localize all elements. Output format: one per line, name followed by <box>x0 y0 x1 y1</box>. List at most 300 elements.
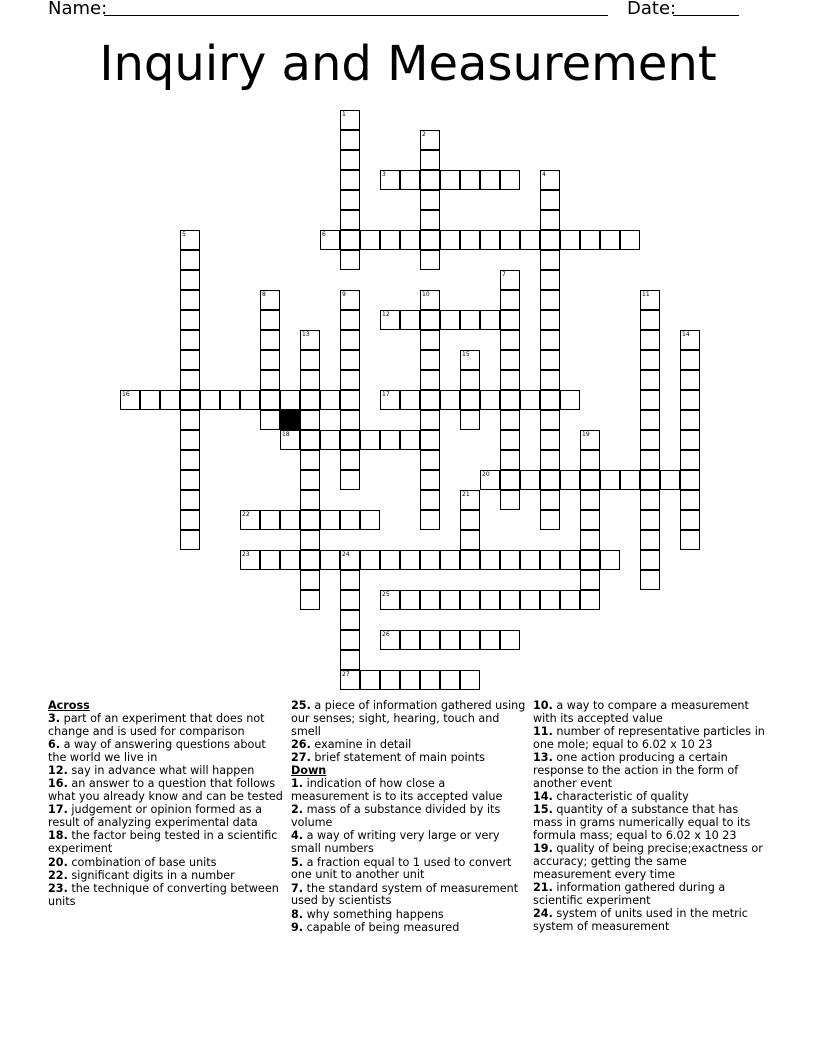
grid-cell[interactable] <box>540 190 560 210</box>
grid-cell[interactable] <box>580 590 600 610</box>
grid-cell[interactable] <box>340 510 360 530</box>
grid-cell[interactable] <box>540 470 560 490</box>
grid-cell[interactable] <box>480 550 500 570</box>
clue-number: 19. <box>533 842 553 856</box>
clue-text: significant digits in a number <box>67 868 235 882</box>
grid-cell[interactable] <box>420 510 440 530</box>
grid-cell[interactable] <box>420 370 440 390</box>
grid-cell[interactable] <box>400 670 420 690</box>
grid-cell[interactable] <box>480 470 500 490</box>
grid-cell[interactable] <box>260 390 280 410</box>
grid-cell[interactable] <box>540 250 560 270</box>
grid-cell[interactable] <box>580 510 600 530</box>
grid-cell[interactable] <box>340 230 360 250</box>
grid-cell[interactable] <box>140 390 160 410</box>
grid-cell[interactable] <box>400 630 420 650</box>
grid-cell[interactable] <box>680 490 700 510</box>
clue-text: system of units used in the metric system of measurement <box>533 907 748 934</box>
clue-number: 11 <box>642 291 650 298</box>
grid-cell[interactable] <box>540 490 560 510</box>
grid-cell[interactable] <box>480 310 500 330</box>
grid-cell[interactable] <box>500 450 520 470</box>
grid-cell[interactable] <box>340 370 360 390</box>
grid-cell[interactable] <box>480 390 500 410</box>
grid-cell[interactable] <box>360 550 380 570</box>
grid-cell[interactable] <box>260 310 280 330</box>
grid-cell[interactable] <box>680 390 700 410</box>
grid-cell[interactable] <box>620 230 640 250</box>
grid-cell[interactable] <box>440 230 460 250</box>
grid-cell[interactable] <box>640 330 660 350</box>
grid-cell[interactable] <box>440 590 460 610</box>
grid-cell[interactable] <box>200 390 220 410</box>
grid-cell[interactable] <box>600 230 620 250</box>
clue-number: 5. <box>291 855 304 869</box>
grid-cell[interactable] <box>180 290 200 310</box>
grid-cell[interactable] <box>260 330 280 350</box>
grid-cell[interactable] <box>640 510 660 530</box>
grid-cell[interactable] <box>640 490 660 510</box>
grid-cell[interactable] <box>340 310 360 330</box>
grid-cell[interactable] <box>180 270 200 290</box>
grid-cell[interactable] <box>420 150 440 170</box>
clue-number: 1. <box>291 777 304 791</box>
grid-cell[interactable] <box>340 150 360 170</box>
grid-cell[interactable] <box>560 230 580 250</box>
grid-cell[interactable] <box>380 310 400 330</box>
grid-cell[interactable] <box>420 350 440 370</box>
clue <box>291 804 526 830</box>
grid-cell[interactable] <box>680 530 700 550</box>
clue-number: 2 <box>422 131 426 138</box>
grid-cell[interactable] <box>660 470 680 490</box>
grid-cell[interactable] <box>420 430 440 450</box>
grid-cell[interactable] <box>540 210 560 230</box>
grid-cell[interactable] <box>500 410 520 430</box>
grid-cell[interactable] <box>540 450 560 470</box>
grid-cell[interactable] <box>460 350 480 370</box>
grid-cell[interactable] <box>180 470 200 490</box>
grid-cell[interactable] <box>540 330 560 350</box>
grid-cell[interactable] <box>540 310 560 330</box>
grid-cell[interactable] <box>340 550 360 570</box>
grid-cell[interactable] <box>380 230 400 250</box>
grid-cell[interactable] <box>360 670 380 690</box>
grid-cell[interactable] <box>460 310 480 330</box>
grid-cell[interactable] <box>180 330 200 350</box>
clue-number: 25 <box>382 591 390 598</box>
grid-cell[interactable] <box>340 110 360 130</box>
grid-cell[interactable] <box>440 550 460 570</box>
across-heading: Across <box>48 699 90 712</box>
clue <box>291 909 526 922</box>
grid-cell[interactable] <box>540 370 560 390</box>
grid-cell[interactable] <box>400 230 420 250</box>
grid-cell[interactable] <box>360 510 380 530</box>
clue-number: 27 <box>342 671 350 678</box>
grid-cell[interactable] <box>520 230 540 250</box>
grid-cell[interactable] <box>540 390 560 410</box>
clue-number: 13 <box>302 331 310 338</box>
grid-cell[interactable] <box>480 170 500 190</box>
clue-number: 2. <box>291 803 304 817</box>
down-clue-list <box>291 778 526 935</box>
grid-cell[interactable] <box>240 390 260 410</box>
grid-cell[interactable] <box>160 390 180 410</box>
grid-cell[interactable] <box>320 510 340 530</box>
clue-number: 6. <box>48 737 61 751</box>
grid-cell[interactable] <box>500 370 520 390</box>
grid-cell[interactable] <box>380 170 400 190</box>
clue <box>291 778 526 804</box>
grid-cell[interactable] <box>300 330 320 350</box>
grid-cell[interactable] <box>260 370 280 390</box>
grid-cell[interactable] <box>540 170 560 190</box>
grid-cell[interactable] <box>640 410 660 430</box>
grid-cell[interactable] <box>400 310 420 330</box>
grid-cell[interactable] <box>500 550 520 570</box>
grid-cell[interactable] <box>460 390 480 410</box>
grid-cell[interactable] <box>460 550 480 570</box>
grid-cell[interactable] <box>540 510 560 530</box>
grid-cell[interactable] <box>180 410 200 430</box>
across-clue-list-continued <box>291 700 526 765</box>
grid-cell[interactable] <box>480 230 500 250</box>
clue-text: say in advance what will happen <box>67 763 255 777</box>
clue-text: mass of a substance divided by its volume <box>291 803 501 830</box>
clue-number: 8 <box>262 291 266 298</box>
clue-text: combination of base units <box>67 855 217 869</box>
clue-number: 21 <box>462 491 470 498</box>
grid-cell[interactable] <box>420 630 440 650</box>
grid-cell[interactable] <box>300 410 320 430</box>
grid-cell[interactable] <box>340 470 360 490</box>
clue-number: 23 <box>242 551 250 558</box>
grid-cell[interactable] <box>460 510 480 530</box>
grid-cell[interactable] <box>340 330 360 350</box>
grid-cell[interactable] <box>300 510 320 530</box>
clue-number: 6 <box>322 231 326 238</box>
grid-cell[interactable] <box>340 130 360 150</box>
clue <box>533 791 768 804</box>
grid-cell[interactable] <box>500 330 520 350</box>
grid-cell[interactable] <box>180 250 200 270</box>
grid-cell[interactable] <box>340 350 360 370</box>
grid-cell[interactable] <box>520 590 540 610</box>
grid-cell[interactable] <box>640 550 660 570</box>
grid-cell[interactable] <box>580 450 600 470</box>
clue-text: characteristic of quality <box>552 790 689 804</box>
grid-cell[interactable] <box>280 510 300 530</box>
clue-number: 24. <box>533 907 553 921</box>
grid-cell[interactable] <box>260 510 280 530</box>
grid-cell[interactable] <box>420 390 440 410</box>
grid-cell[interactable] <box>640 390 660 410</box>
grid-cell[interactable] <box>360 430 380 450</box>
grid-cell[interactable] <box>680 450 700 470</box>
grid-cell[interactable] <box>580 430 600 450</box>
grid-cell[interactable] <box>420 590 440 610</box>
grid-cell[interactable] <box>380 630 400 650</box>
grid-cell[interactable] <box>340 450 360 470</box>
grid-cell[interactable] <box>260 350 280 370</box>
clue-number: 7 <box>502 271 506 278</box>
grid-cell[interactable] <box>540 430 560 450</box>
grid-cell[interactable] <box>300 490 320 510</box>
grid-cell[interactable] <box>360 230 380 250</box>
grid-cell[interactable] <box>580 530 600 550</box>
grid-cell[interactable] <box>520 470 540 490</box>
grid-cell[interactable] <box>460 230 480 250</box>
grid-cell[interactable] <box>300 570 320 590</box>
grid-cell[interactable] <box>380 550 400 570</box>
clue-text: why something happens <box>303 907 444 921</box>
grid-cell[interactable] <box>640 290 660 310</box>
grid-cell[interactable] <box>540 270 560 290</box>
grid-cell[interactable] <box>180 430 200 450</box>
grid-cell[interactable] <box>300 350 320 370</box>
clue-number: 18. <box>48 829 68 843</box>
grid-cell[interactable] <box>460 170 480 190</box>
grid-cell[interactable] <box>640 450 660 470</box>
grid-cell[interactable] <box>280 550 300 570</box>
clue <box>48 739 283 765</box>
clue <box>291 883 526 909</box>
grid-cell[interactable] <box>180 390 200 410</box>
grid-cell[interactable] <box>300 430 320 450</box>
grid-cell[interactable] <box>560 390 580 410</box>
clue-text: part of an experiment that does not change and is used for comparison <box>48 711 265 738</box>
grid-cell[interactable] <box>340 170 360 190</box>
grid-cell[interactable] <box>420 170 440 190</box>
grid-cell[interactable] <box>180 530 200 550</box>
grid-cell[interactable] <box>420 310 440 330</box>
grid-cell[interactable] <box>680 350 700 370</box>
grid-cell[interactable] <box>180 370 200 390</box>
clue-number: 12. <box>48 763 68 777</box>
grid-cell[interactable] <box>680 370 700 390</box>
grid-cell[interactable] <box>440 630 460 650</box>
grid-cell[interactable] <box>580 550 600 570</box>
grid-cell[interactable] <box>420 290 440 310</box>
clues-column-2 <box>291 700 526 935</box>
grid-cell[interactable] <box>640 430 660 450</box>
grid-cell[interactable] <box>640 310 660 330</box>
grid-cell[interactable] <box>560 590 580 610</box>
grid-cell[interactable] <box>680 510 700 530</box>
grid-cell[interactable] <box>340 670 360 690</box>
grid-cell[interactable] <box>540 550 560 570</box>
grid-cell[interactable] <box>320 550 340 570</box>
grid-cell[interactable] <box>680 330 700 350</box>
grid-cell[interactable] <box>420 490 440 510</box>
grid-cell[interactable] <box>280 430 300 450</box>
grid-cell[interactable] <box>260 550 280 570</box>
grid-cell[interactable] <box>420 210 440 230</box>
grid-cell[interactable] <box>540 410 560 430</box>
grid-cell[interactable] <box>180 490 200 510</box>
grid-cell[interactable] <box>320 430 340 450</box>
grid-cell[interactable] <box>500 490 520 510</box>
grid-cell[interactable] <box>500 390 520 410</box>
grid-cell[interactable] <box>260 410 280 430</box>
grid-cell[interactable] <box>420 190 440 210</box>
grid-cell[interactable] <box>680 410 700 430</box>
grid-cell[interactable] <box>220 390 240 410</box>
grid-cell[interactable] <box>580 570 600 590</box>
clue-text: a way to compare a measurement with its accepted value <box>533 699 749 725</box>
grid-cell[interactable] <box>340 210 360 230</box>
grid-cell[interactable] <box>540 230 560 250</box>
grid-cell[interactable] <box>640 530 660 550</box>
grid-cell[interactable] <box>300 450 320 470</box>
grid-cell[interactable] <box>420 470 440 490</box>
clue-number: 22. <box>48 868 68 882</box>
grid-cell[interactable] <box>120 390 140 410</box>
grid-cell[interactable] <box>480 590 500 610</box>
grid-cell[interactable] <box>460 370 480 390</box>
clue <box>48 804 283 830</box>
grid-cell[interactable] <box>500 350 520 370</box>
grid-cell[interactable] <box>640 470 660 490</box>
grid-cell[interactable] <box>600 550 620 570</box>
grid-cell[interactable] <box>500 630 520 650</box>
grid-cell[interactable] <box>380 670 400 690</box>
grid-cell[interactable] <box>400 170 420 190</box>
grid-cell[interactable] <box>180 510 200 530</box>
grid-cell[interactable] <box>440 670 460 690</box>
across-clue-list <box>48 713 283 909</box>
grid-cell[interactable] <box>500 230 520 250</box>
grid-cell[interactable] <box>480 630 500 650</box>
grid-cell[interactable] <box>340 410 360 430</box>
grid-cell[interactable] <box>440 170 460 190</box>
grid-cell[interactable] <box>180 310 200 330</box>
clue-text: one action producing a certain response to the action in the form of another event <box>533 751 739 790</box>
grid-cell[interactable] <box>340 390 360 410</box>
clue-number: 9 <box>342 291 346 298</box>
grid-cell[interactable] <box>300 550 320 570</box>
grid-cell[interactable] <box>540 290 560 310</box>
page-title: Inquiry and Measurement <box>99 36 717 92</box>
grid-cell[interactable] <box>460 410 480 430</box>
grid-cell[interactable] <box>680 430 700 450</box>
grid-cell[interactable] <box>420 410 440 430</box>
grid-cell[interactable] <box>180 230 200 250</box>
grid-cell[interactable] <box>180 450 200 470</box>
grid-cell[interactable] <box>340 610 360 630</box>
grid-cell[interactable] <box>440 310 460 330</box>
clue-number: 23. <box>48 882 68 896</box>
clue <box>48 765 283 778</box>
grid-cell[interactable] <box>500 270 520 290</box>
grid-cell[interactable] <box>400 590 420 610</box>
grid-cell[interactable] <box>320 390 340 410</box>
grid-cell[interactable] <box>340 290 360 310</box>
grid-cell[interactable] <box>340 250 360 270</box>
clue-number: 11. <box>533 725 553 739</box>
grid-cell[interactable] <box>460 530 480 550</box>
grid-cell[interactable] <box>320 230 340 250</box>
grid-cell[interactable] <box>500 590 520 610</box>
grid-cell[interactable] <box>420 450 440 470</box>
clue-text: the standard system of measurement used by scientists <box>291 881 519 908</box>
grid-cell[interactable] <box>400 390 420 410</box>
grid-cell[interactable] <box>540 350 560 370</box>
grid-cell[interactable] <box>620 470 640 490</box>
grid-cell[interactable] <box>240 510 260 530</box>
grid-cell[interactable] <box>440 390 460 410</box>
grid-cell[interactable] <box>600 470 620 490</box>
grid-cell[interactable] <box>300 370 320 390</box>
grid-cell[interactable] <box>540 590 560 610</box>
grid-cell[interactable] <box>560 550 580 570</box>
grid-cell[interactable] <box>380 430 400 450</box>
grid-cell[interactable] <box>460 670 480 690</box>
grid-cell[interactable] <box>580 230 600 250</box>
grid-cell[interactable] <box>420 230 440 250</box>
grid-cell[interactable] <box>580 490 600 510</box>
grid-cell[interactable] <box>300 390 320 410</box>
grid-cell[interactable] <box>380 590 400 610</box>
grid-cell[interactable] <box>240 550 260 570</box>
grid-cell[interactable] <box>420 130 440 150</box>
clue <box>48 778 283 804</box>
grid-cell[interactable] <box>640 370 660 390</box>
grid-cell[interactable] <box>580 470 600 490</box>
grid-cell[interactable] <box>500 310 520 330</box>
grid-cell[interactable] <box>420 670 440 690</box>
grid-cell[interactable] <box>500 290 520 310</box>
grid-cell[interactable] <box>640 350 660 370</box>
grid-cell[interactable] <box>420 250 440 270</box>
grid-cell[interactable] <box>420 330 440 350</box>
grid-cell[interactable] <box>680 470 700 490</box>
grid-cell[interactable] <box>400 550 420 570</box>
grid-cell[interactable] <box>300 590 320 610</box>
grid-cell[interactable] <box>420 550 440 570</box>
clue <box>291 857 526 883</box>
grid-cell[interactable] <box>520 390 540 410</box>
grid-cell[interactable] <box>340 650 360 670</box>
grid-cell[interactable] <box>340 630 360 650</box>
clue <box>48 830 283 856</box>
grid-cell[interactable] <box>300 470 320 490</box>
grid-cell[interactable] <box>520 550 540 570</box>
grid-cell[interactable] <box>340 590 360 610</box>
grid-cell[interactable] <box>260 290 280 310</box>
grid-cell[interactable] <box>300 530 320 550</box>
grid-cell[interactable] <box>400 430 420 450</box>
grid-cell[interactable] <box>500 170 520 190</box>
grid-cell[interactable] <box>180 350 200 370</box>
grid-cell[interactable] <box>340 190 360 210</box>
clue-text: number of representative particles in one mole; equal to 6.02 x 10 23 <box>533 725 765 751</box>
grid-cell[interactable] <box>460 630 480 650</box>
grid-cell[interactable] <box>500 470 520 490</box>
grid-cell[interactable] <box>380 390 400 410</box>
grid-cell[interactable] <box>340 570 360 590</box>
clue-text: capable of being measured <box>303 921 460 935</box>
grid-cell[interactable] <box>560 470 580 490</box>
grid-cell[interactable] <box>460 490 480 510</box>
grid-cell[interactable] <box>280 390 300 410</box>
clue-number: 18 <box>282 431 290 438</box>
grid-cell[interactable] <box>340 430 360 450</box>
grid-cell[interactable] <box>640 570 660 590</box>
grid-cell[interactable] <box>500 430 520 450</box>
grid-cell[interactable] <box>460 590 480 610</box>
